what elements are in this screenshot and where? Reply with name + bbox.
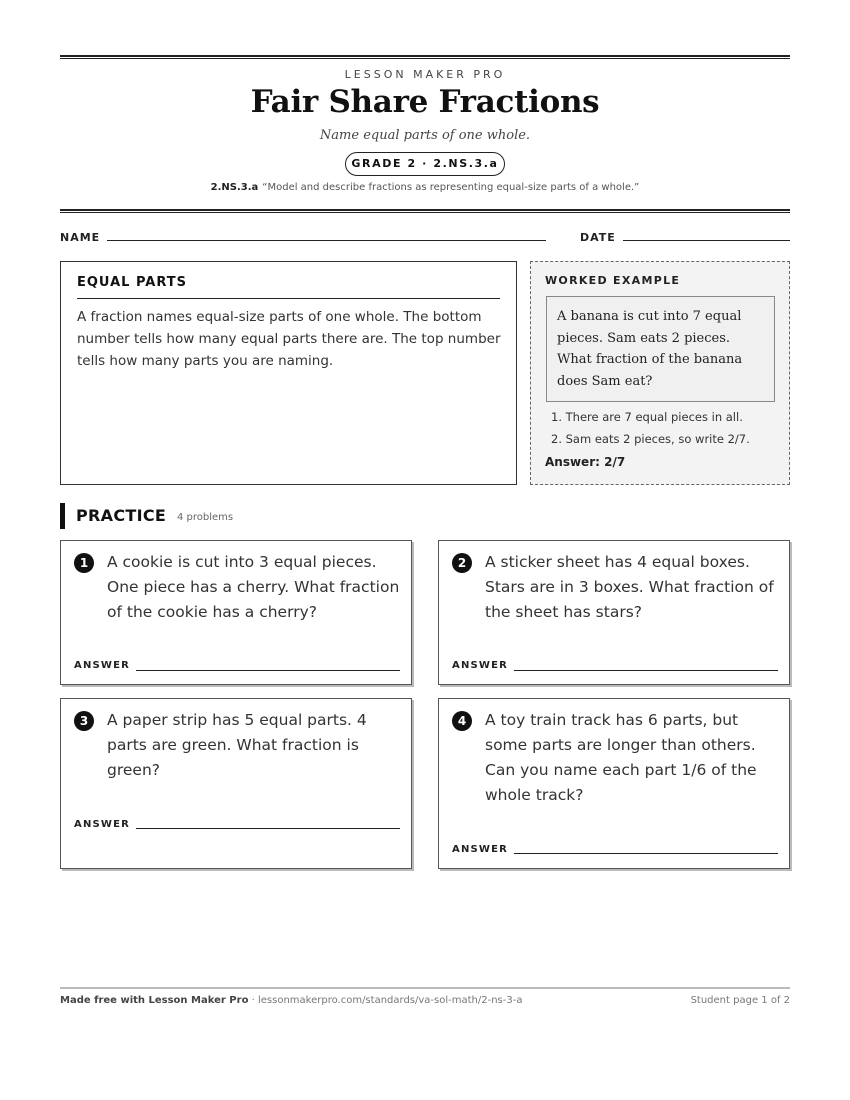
- answer-label: ANSWER: [452, 844, 509, 855]
- brand-name: LESSON MAKER PRO: [344, 68, 506, 81]
- name-label: NAME: [60, 231, 101, 244]
- answer-label: ANSWER: [74, 660, 131, 671]
- concept-divider: [77, 298, 500, 299]
- footer-credit: [60, 995, 522, 1006]
- standard-description: [60, 182, 790, 193]
- practice-count: 4 problems: [177, 512, 234, 523]
- problem-text: A cookie is cut into 3 equal pieces. One piece has a cherry. What fraction of the cookie has a cherry?: [107, 553, 400, 621]
- footer-page-number: Student page 1 of 2: [690, 995, 790, 1006]
- problem-number: 2: [452, 553, 472, 573]
- problem-card-2: [438, 540, 790, 685]
- page-subtitle: Name equal parts of one whole.: [319, 128, 531, 143]
- worksheet-page: [60, 0, 790, 1100]
- equal-parts-box: [60, 261, 517, 485]
- header-bottom-rule: [60, 209, 790, 213]
- standard-text: “Model and describe fractions as representing equal-size parts of a whole.”: [262, 182, 640, 193]
- worked-example-box: [530, 261, 790, 485]
- worked-example-answer: Answer: 2/7: [545, 455, 626, 469]
- answer-line[interactable]: [514, 853, 778, 854]
- worked-example-step: 2. Sam eats 2 pieces, so write 2/7.: [551, 431, 750, 446]
- problem-card-3: [60, 698, 412, 869]
- footer-divider: [60, 987, 790, 989]
- name-field[interactable]: [107, 240, 546, 241]
- date-label: DATE: [580, 231, 616, 244]
- problem-card-4: [438, 698, 790, 869]
- standard-code: 2.NS.3.a: [210, 182, 259, 193]
- worked-example-steps: [551, 407, 750, 450]
- problem-card-1: [60, 540, 412, 685]
- concept-text: A fraction names equal-size parts of one whole. The bottom number tells how many equal parts there are. The top number tells how many parts you are naming.: [77, 309, 501, 369]
- problem-text: A paper strip has 5 equal parts. 4 parts are green. What fraction is green?: [107, 711, 367, 779]
- answer-line[interactable]: [136, 670, 400, 671]
- answer-label: ANSWER: [452, 660, 509, 671]
- concept-title: EQUAL PARTS: [77, 275, 188, 290]
- problem-text: A toy train track has 6 parts, but some parts are longer than others. Can you name each part 1/6 of the whole track?: [485, 711, 757, 804]
- problem-number: 1: [74, 553, 94, 573]
- practice-title: PRACTICE: [76, 506, 167, 525]
- worked-example-title: WORKED EXAMPLE: [545, 274, 681, 287]
- practice-accent-bar: [60, 503, 65, 529]
- header-top-rule: [60, 55, 790, 59]
- answer-label: ANSWER: [74, 819, 131, 830]
- grade-badge: GRADE 2 · 2.NS.3.a: [345, 152, 505, 176]
- answer-line[interactable]: [136, 828, 400, 829]
- answer-line[interactable]: [514, 670, 778, 671]
- date-field[interactable]: [623, 240, 790, 241]
- problem-number: 3: [74, 711, 94, 731]
- problem-text: A sticker sheet has 4 equal boxes. Stars are in 3 boxes. What fraction of the sheet has stars?: [485, 553, 774, 621]
- worked-example-problem: A banana is cut into 7 equal pieces. Sam eats 2 pieces. What fraction of the banana does Sam eat?: [546, 296, 775, 402]
- page-title: Fair Share Fractions: [250, 84, 600, 120]
- footer-made-with: Made free with Lesson Maker Pro: [60, 995, 249, 1006]
- worked-example-step: 1. There are 7 equal pieces in all.: [551, 410, 743, 424]
- problem-number: 4: [452, 711, 472, 731]
- footer-url[interactable]: · lessonmakerpro.com/standards/va-sol-math/2-ns-3-a: [248, 995, 523, 1006]
